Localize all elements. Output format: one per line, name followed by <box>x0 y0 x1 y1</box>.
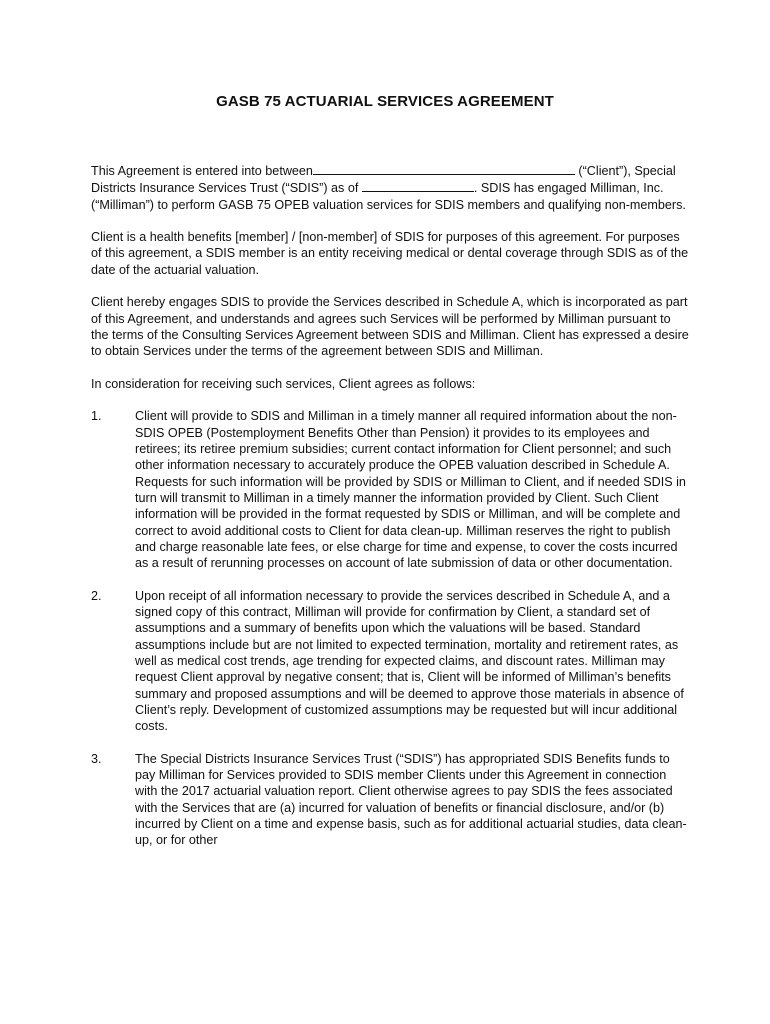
numbered-item <box>91 751 689 849</box>
numbered-item <box>91 588 689 735</box>
intro-text-1: This Agreement is entered into between <box>91 164 313 178</box>
document-title: GASB 75 ACTUARIAL SERVICES AGREEMENT <box>216 93 554 110</box>
intro-paragraph <box>91 162 689 213</box>
item-text: Upon receipt of all information necessary to provide the services described in Schedule A, and a signed copy of this contract, Milliman will provide for confirmation by Client, a standard set of assumptions and a summary of benefits upon which the valuations will be based. Standard assumptions include but are not limited to expected termination, mortality and retirement rates, as well as medical cost trends, age trending for expected claims, and discount rates. Milliman may request Client approval by negative consent; that is, Client will be informed of Milliman’s benefits summary and proposed assumptions and will be deemed to approve those materials in absence of Client’s reply. Development of customized assumptions may be requested but will incur additional costs. <box>135 588 684 734</box>
membership-paragraph: Client is a health benefits [member] / [non-member] of SDIS for purposes of this agreement. For purposes of this agreement, a SDIS member is an entity receiving medical or dental coverage through SDIS as of the date of the actuarial valuation. <box>91 230 689 277</box>
item-number: 2. <box>91 588 102 603</box>
engagement-paragraph: Client hereby engages SDIS to provide the Services described in Schedule A, which is incorporated as part of this Agreement, and understands and agrees such Services will be performed by Milliman pursuant to the terms of the Consulting Services Agreement between SDIS and Milliman. Client has expressed a desire to obtain Services under the terms of the agreement between SDIS and Milliman. <box>91 295 689 359</box>
item-text: Client will provide to SDIS and Milliman in a timely manner all required information about the non-SDIS OPEB (Postemployment Benefits Other than Pension) it provides to its employees and retirees; its retiree premium subsidies; current contact information for Client personnel; and such other information necessary to accurately produce the OPEB valuation described in Schedule A. Requests for such information will be provided by SDIS or Milliman to Client, and if needed SDIS in turn will transmit to Milliman in a timely manner the information provided by Client. Such Client information will be provided in the format requested by SDIS or Milliman, and will be complete and correct to avoid additional costs to Client for data clean-up. Milliman reserves the right to publish and charge reasonable late fees, or else charge for time and expense, to cover the costs incurred as a result of rerunning processes on account of late submission of data or other documentation. <box>135 409 686 571</box>
numbered-item <box>91 408 689 571</box>
item-number: 1. <box>91 409 102 424</box>
item-text: The Special Districts Insurance Services Trust (“SDIS”) has appropriated SDIS Benefits funds to pay Milliman for Services provided to SDIS member Clients under this Agreement in connection with the 2017 actuarial valuation report. Client otherwise agrees to pay SDIS the fees associated with the Services that are (a) incurred for valuation of benefits or financial disclosure, and/or (b) incurred by Client on a time and expense basis, such as for additional actuarial studies, data clean-up, or for other <box>135 751 687 848</box>
consideration-paragraph: In consideration for receiving such services, Client agrees as follows: <box>91 376 476 391</box>
document-body <box>91 162 689 865</box>
intro-text-2: (“Client”), Special Districts Insurance Services Trust (“SDIS”) as of <box>91 164 676 196</box>
client-name-blank <box>313 162 575 175</box>
item-number: 3. <box>91 751 102 766</box>
effective-date-blank <box>362 179 474 192</box>
intro-text-3: . SDIS has engaged Milliman, Inc. (“Milliman”) to perform GASB 75 OPEB valuation services for SDIS members and qualifying non-members. <box>91 181 686 212</box>
